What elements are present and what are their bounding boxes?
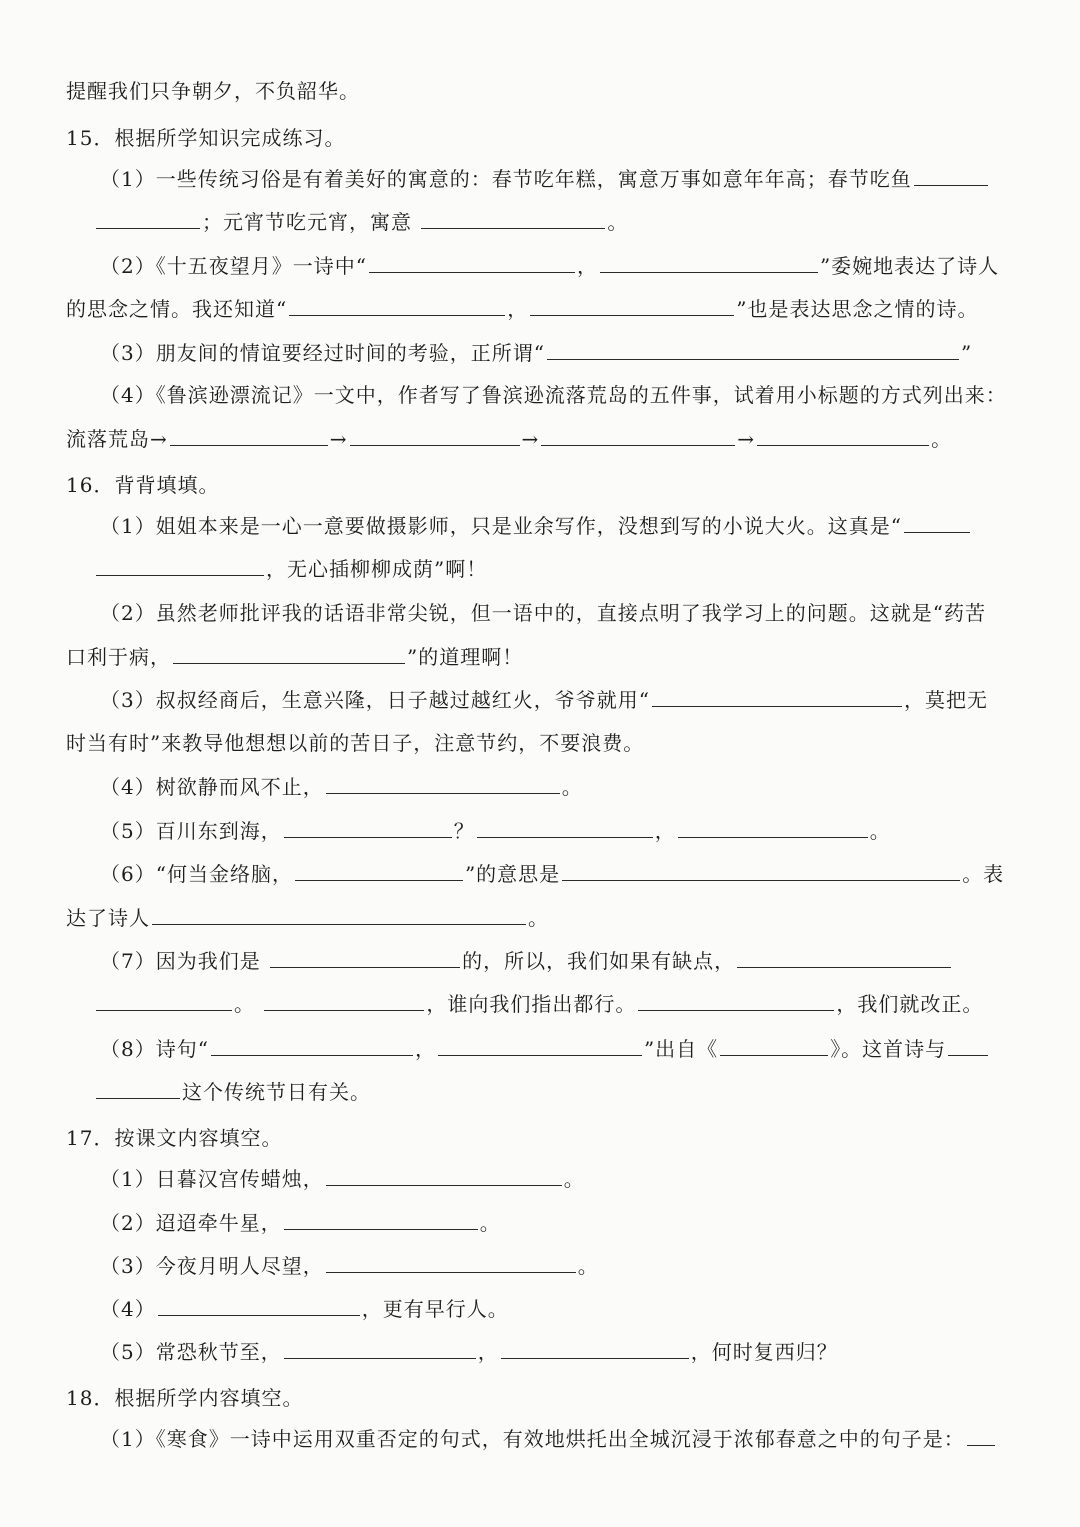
answer-blank[interactable] xyxy=(270,947,460,968)
answer-blank[interactable] xyxy=(967,1425,995,1446)
answer-blank[interactable] xyxy=(369,252,575,273)
answer-blank[interactable] xyxy=(289,295,505,316)
q15-item-1-line1: （1）一些传统习俗是有着美好的寓意的：春节吃年糕，寓意万事如意年年高；春节吃鱼 xyxy=(100,165,990,192)
answer-blank[interactable] xyxy=(562,860,960,881)
answer-blank[interactable] xyxy=(96,208,200,229)
answer-blank[interactable] xyxy=(326,773,560,794)
q17-item-3: （3）今夜月明人尽望， 。 xyxy=(100,1254,599,1278)
q16-item-2-line2: 口利于病， ”的道理啊！ xyxy=(66,645,524,669)
answer-blank[interactable] xyxy=(295,860,463,881)
q17-item-2: （2）迢迢牵牛星， 。 xyxy=(100,1211,501,1235)
question-18-heading: 18．根据所学内容填空。 xyxy=(66,1386,304,1410)
q17-item-1: （1）日暮汉宫传蜡烛， 。 xyxy=(100,1167,585,1191)
question-17-heading: 17．按课文内容填空。 xyxy=(66,1126,283,1150)
answer-blank[interactable] xyxy=(326,1165,562,1186)
q16-item-3-line2: 时当有时”来教导他想想以前的苦日子，注意节约，不要浪费。 xyxy=(66,731,645,755)
answer-blank[interactable] xyxy=(438,1035,642,1056)
q16-item-4: （4）树欲静而风不止， 。 xyxy=(100,775,583,799)
q15-item-4-line1: （4）《鲁滨逊漂流记》一文中，作者写了鲁滨逊流落荒岛的五件事，试着用小标题的方式列出来： xyxy=(100,383,1007,407)
q15-item-4-line2: 流落荒岛→ → → → 。 xyxy=(66,427,953,451)
answer-blank[interactable] xyxy=(211,1035,413,1056)
answer-blank[interactable] xyxy=(652,686,902,707)
answer-blank[interactable] xyxy=(737,947,951,968)
q16-item-6-line1: （6）“何当金络脑， ”的意思是 。表 xyxy=(100,862,1005,886)
answer-blank[interactable] xyxy=(720,1035,828,1056)
answer-blank[interactable] xyxy=(757,425,929,446)
q17-item-5: （5）常恐秋节至， ， ，何时复西归？ xyxy=(100,1340,838,1364)
answer-blank[interactable] xyxy=(284,817,452,838)
q15-item-1-line2: ；元宵节吃元宵，寓意 。 xyxy=(94,208,628,235)
carryover-text: 提醒我们只争朝夕，不负韶华。 xyxy=(66,79,360,103)
answer-blank[interactable] xyxy=(421,208,605,229)
answer-blank[interactable] xyxy=(284,1338,476,1359)
q16-item-1-line1: （1）姐姐本来是一心一意要做摄影师，只是业余写作，没想到写的小说大火。这真是“ xyxy=(100,512,972,539)
answer-blank[interactable] xyxy=(96,555,264,576)
answer-blank[interactable] xyxy=(904,512,970,533)
q16-item-1-line2: ，无心插柳柳成荫”啊！ xyxy=(94,555,487,582)
answer-blank[interactable] xyxy=(541,425,735,446)
q16-item-5: （5）百川东到海， ？ ， 。 xyxy=(100,819,891,843)
q16-item-8-line2: 这个传统节日有关。 xyxy=(94,1078,371,1105)
q16-item-3-line1: （3）叔叔经商后，生意兴隆，日子越过越红火，爷爷就用“ ，莫把无 xyxy=(100,688,988,712)
answer-blank[interactable] xyxy=(914,165,988,186)
answer-blank[interactable] xyxy=(170,425,328,446)
answer-blank[interactable] xyxy=(264,990,424,1011)
answer-blank[interactable] xyxy=(96,990,232,1011)
answer-blank[interactable] xyxy=(547,339,959,360)
answer-blank[interactable] xyxy=(638,990,834,1011)
q16-item-8-line1: （8）诗句“ ， ”出自《 》。这首诗与 xyxy=(100,1035,990,1062)
q16-item-6-line2: 达了诗人 。 xyxy=(66,906,549,930)
answer-blank[interactable] xyxy=(326,1252,576,1273)
answer-blank[interactable] xyxy=(152,904,526,925)
answer-blank[interactable] xyxy=(600,252,818,273)
q16-item-7-line1: （7）因为我们是 的，所以，我们如果有缺点， xyxy=(100,947,953,974)
answer-blank[interactable] xyxy=(530,295,734,316)
answer-blank[interactable] xyxy=(477,817,653,838)
q18-item-1: （1）《寒食》一诗中运用双重否定的句式，有效地烘托出全城沉浸于浓郁春意之中的句子是： xyxy=(100,1425,997,1452)
answer-blank[interactable] xyxy=(158,1295,360,1316)
answer-blank[interactable] xyxy=(948,1035,988,1056)
q16-item-2-line1: （2）虽然老师批评我的话语非常尖锐，但一语中的，直接点明了我学习上的问题。这就是“药苦 xyxy=(100,601,986,625)
q16-item-7-line2: 。 ，谁向我们指出都行。 ，我们就改正。 xyxy=(94,990,983,1017)
answer-blank[interactable] xyxy=(173,643,405,664)
question-16-heading: 16．背背填填。 xyxy=(66,473,220,497)
answer-blank[interactable] xyxy=(350,425,520,446)
answer-blank[interactable] xyxy=(678,817,868,838)
answer-blank[interactable] xyxy=(501,1338,689,1359)
question-15-heading: 15．根据所学知识完成练习。 xyxy=(66,126,346,150)
q17-item-4: （4） ，更有早行人。 xyxy=(100,1297,509,1321)
q15-item-2-line1: （2）《十五夜望月》一诗中“ ， ”委婉地表达了诗人 xyxy=(100,254,1000,278)
q15-item-2-line2: 的思念之情。我还知道“ ， ”也是表达思念之情的诗。 xyxy=(66,297,979,321)
answer-blank[interactable] xyxy=(284,1209,478,1230)
answer-blank[interactable] xyxy=(96,1078,180,1099)
q15-item-3: （3）朋友间的情谊要经过时间的考验，正所谓“ ” xyxy=(100,341,973,365)
